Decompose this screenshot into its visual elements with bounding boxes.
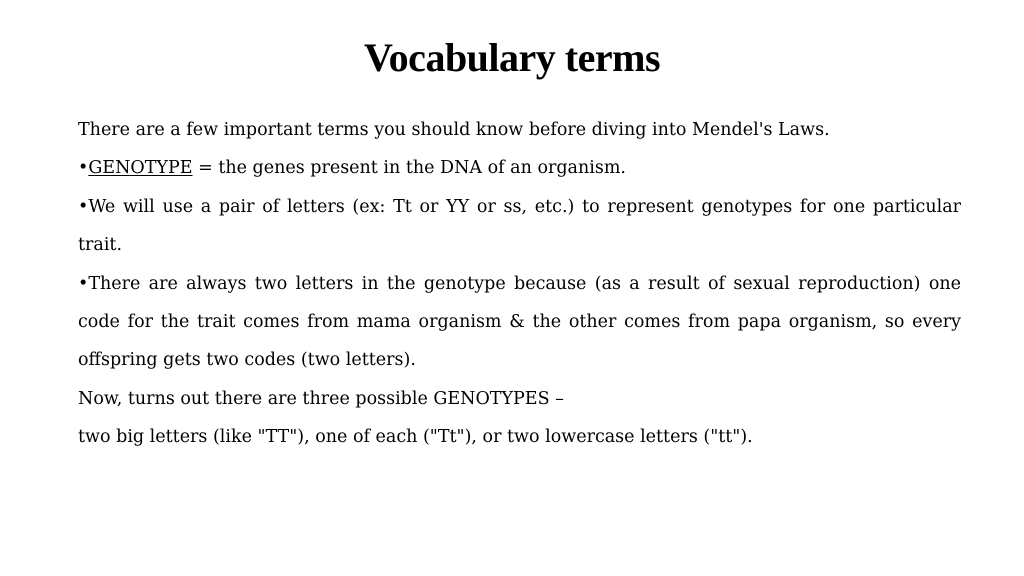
genotype-examples-paragraph: two big letters (like "TT"), one of each ("Tt"), or two lowercase letters ("tt").: [78, 427, 753, 448]
genotype-definition-text: = the genes present in the DNA of an organism.: [192, 158, 626, 179]
two-letters-paragraph: •There are always two letters in the genotype because (as a result of sexual reproduction) one code for the trait comes from mama organism & the other comes from papa organism, so every offspring gets two codes (two letters).: [78, 273, 961, 371]
bullet-glyph: •: [78, 158, 89, 179]
slide-body: [78, 111, 961, 457]
pair-of-letters-paragraph: •We will use a pair of letters (ex: Tt or YY or ss, etc.) to represent genotypes for one particular trait.: [78, 196, 961, 256]
intro-paragraph: There are a few important terms you should know before diving into Mendel's Laws.: [78, 120, 830, 140]
genotype-definition-paragraph: [78, 149, 961, 187]
three-genotypes-paragraph: Now, turns out there are three possible GENOTYPES –: [78, 388, 564, 409]
genotype-term: GENOTYPE: [88, 158, 193, 179]
slide-title: Vocabulary terms: [363, 35, 661, 80]
